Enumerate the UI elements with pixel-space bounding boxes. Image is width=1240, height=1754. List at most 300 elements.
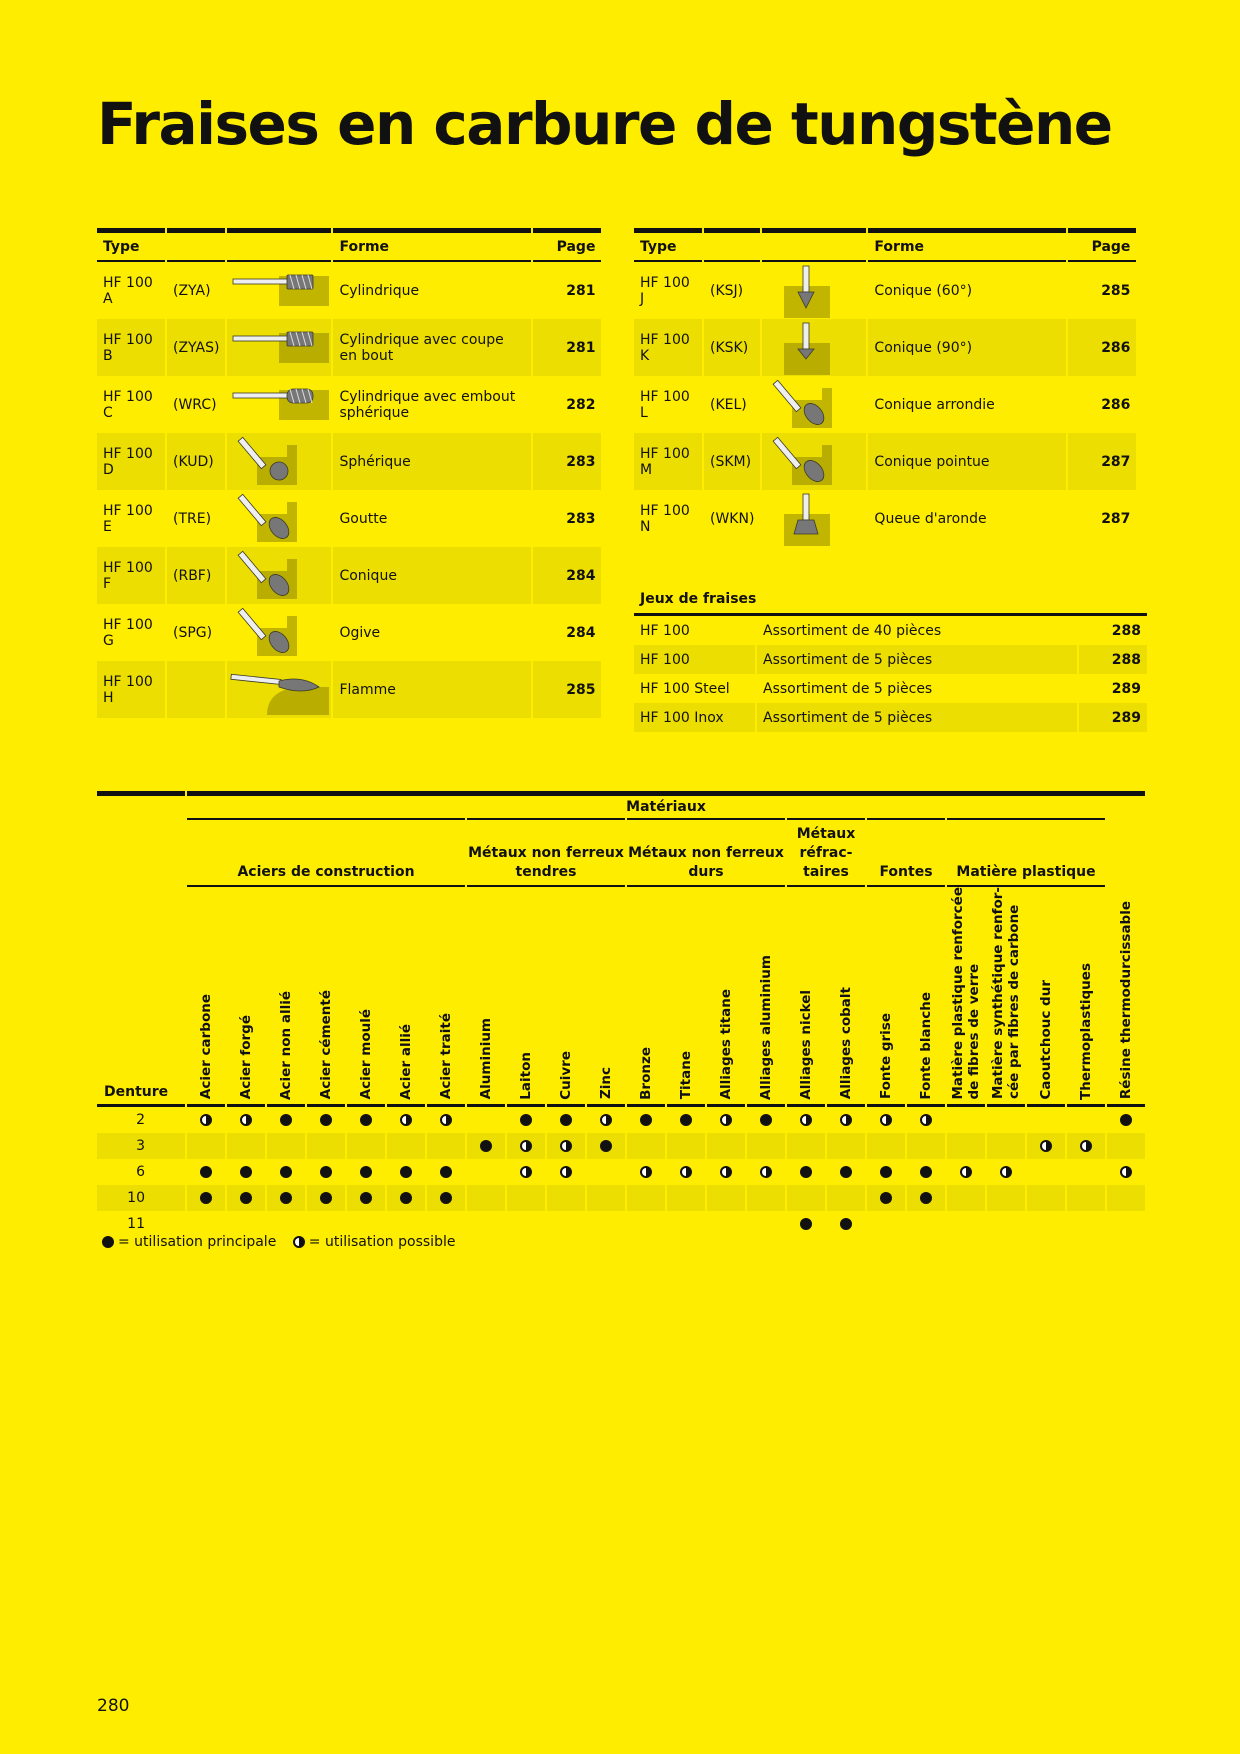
- table-row: [97, 319, 601, 376]
- set-description: Assortiment de 40 pièces: [763, 622, 942, 639]
- set-row: [634, 703, 1147, 732]
- usage-cell: [267, 1159, 305, 1185]
- usage-cell: [707, 1185, 745, 1211]
- full-dot-icon: [320, 1114, 332, 1126]
- pointed-cone-burr-icon: [762, 433, 866, 490]
- usage-cell: [907, 1107, 945, 1133]
- material-column-header: Acier forgé: [227, 887, 265, 1107]
- usage-cell: [387, 1133, 425, 1159]
- full-dot-icon: [800, 1218, 812, 1230]
- usage-cell: [1027, 1211, 1065, 1237]
- type-code: HF 100 E: [103, 502, 153, 535]
- usage-cell: [507, 1159, 545, 1185]
- usage-cell: [987, 1159, 1025, 1185]
- material-column-header: Titane: [667, 887, 705, 1107]
- usage-cell: [387, 1107, 425, 1133]
- set-description: Assortiment de 5 pièces: [757, 703, 1077, 732]
- usage-cell: [1067, 1159, 1105, 1185]
- material-column-header: Zinc: [587, 887, 625, 1107]
- forme-label: Conique pointue: [868, 433, 1066, 490]
- usage-cell: [587, 1211, 625, 1237]
- type-abbr: (ZYAS): [167, 319, 225, 376]
- usage-cell: [827, 1107, 865, 1133]
- denture-value: 6: [136, 1163, 145, 1180]
- type-abbr: (RBF): [167, 547, 225, 604]
- usage-cell: [627, 1159, 665, 1185]
- usage-cell: [187, 1133, 225, 1159]
- legend: [102, 1234, 467, 1250]
- half-dot-icon: [1000, 1166, 1012, 1178]
- usage-cell: [907, 1159, 945, 1185]
- half-dot-icon: [840, 1114, 852, 1126]
- usage-cell: [187, 1107, 225, 1133]
- type-abbr: (WKN): [710, 510, 755, 527]
- usage-cell: [1027, 1185, 1065, 1211]
- denture-row: [97, 1211, 1145, 1237]
- half-dot-icon: [680, 1166, 692, 1178]
- dovetail-burr-icon: [762, 490, 866, 547]
- usage-cell: [507, 1133, 545, 1159]
- material-group-header: Matière plastique: [947, 818, 1105, 887]
- type-code: HF 100 C: [103, 388, 153, 421]
- usage-cell: [867, 1133, 905, 1159]
- usage-cell: [507, 1211, 545, 1237]
- col-header-page: Page: [1068, 228, 1136, 262]
- usage-cell: [387, 1185, 425, 1211]
- usage-cell: [987, 1133, 1025, 1159]
- half-dot-icon: [640, 1166, 652, 1178]
- cylindrical-end-cut-burr-icon: [227, 319, 331, 376]
- full-dot-icon: [360, 1166, 372, 1178]
- full-dot-icon: [400, 1166, 412, 1178]
- set-row: [634, 674, 1147, 703]
- page-ref: 283: [533, 433, 601, 490]
- usage-cell: [547, 1133, 585, 1159]
- material-column-header: Cuivre: [547, 887, 585, 1107]
- table-row: [634, 490, 1136, 547]
- forme-label: Conique arrondie: [874, 396, 995, 413]
- usage-cell: [1027, 1133, 1065, 1159]
- usage-cell: [347, 1133, 385, 1159]
- usage-cell: [1067, 1133, 1105, 1159]
- usage-cell: [347, 1159, 385, 1185]
- col-header-type: Type: [634, 228, 702, 262]
- type-code: HF 100 J: [640, 274, 690, 307]
- full-dot-icon: [680, 1114, 692, 1126]
- usage-cell: [427, 1133, 465, 1159]
- type-abbr: (KSJ): [710, 282, 744, 299]
- full-dot-icon: [200, 1192, 212, 1204]
- usage-cell: [587, 1133, 625, 1159]
- page-ref: 283: [566, 510, 596, 527]
- half-dot-icon: [293, 1236, 305, 1248]
- usage-cell: [467, 1159, 505, 1185]
- full-dot-icon: [480, 1140, 492, 1152]
- set-row: [634, 616, 1147, 645]
- page-ref: 282: [566, 396, 596, 413]
- material-column-header: Laiton: [507, 887, 545, 1107]
- usage-cell: [667, 1159, 705, 1185]
- usage-cell: [1067, 1107, 1105, 1133]
- full-dot-icon: [280, 1192, 292, 1204]
- full-dot-icon: [102, 1236, 114, 1248]
- table-row: [97, 661, 601, 718]
- material-group-header: Métaux non ferreux durs: [627, 818, 785, 887]
- type-code: HF 100 G: [103, 616, 153, 649]
- type-code: HF 100 A: [103, 274, 153, 307]
- usage-cell: [827, 1133, 865, 1159]
- table-row: [634, 319, 1136, 376]
- usage-cell: [1067, 1185, 1105, 1211]
- table-row: [634, 376, 1136, 433]
- material-group-header: Aciers de construction: [187, 818, 465, 887]
- usage-cell: [267, 1211, 305, 1237]
- material-column-header: Alliages nickel: [787, 887, 825, 1107]
- col-header-type: Type: [97, 228, 165, 262]
- usage-cell: [427, 1211, 465, 1237]
- material-column-header: Caoutchouc dur: [1027, 887, 1065, 1107]
- material-column-header: Acier cémenté: [307, 887, 345, 1107]
- table-row: [97, 262, 601, 319]
- material-column-header: Matière synthétique renfor- cée par fibres de carbone: [987, 887, 1025, 1107]
- set-description: Assortiment de 5 pièces: [757, 645, 1077, 674]
- usage-cell: [1067, 1211, 1105, 1237]
- usage-cell: [547, 1107, 585, 1133]
- type-abbr: (TRE): [173, 510, 212, 527]
- forme-label: Conique: [333, 547, 531, 604]
- material-column-header: Acier traité: [427, 887, 465, 1107]
- full-dot-icon: [600, 1140, 612, 1152]
- usage-cell: [347, 1107, 385, 1133]
- full-dot-icon: [880, 1166, 892, 1178]
- full-dot-icon: [520, 1114, 532, 1126]
- usage-cell: [387, 1211, 425, 1237]
- full-dot-icon: [920, 1166, 932, 1178]
- tree-burr-icon: [227, 547, 331, 604]
- material-column-header: Alliages aluminium: [747, 887, 785, 1107]
- usage-cell: [307, 1211, 345, 1237]
- usage-cell: [827, 1211, 865, 1237]
- half-dot-icon: [760, 1166, 772, 1178]
- usage-cell: [947, 1159, 985, 1185]
- half-dot-icon: [720, 1166, 732, 1178]
- denture-row: [97, 1185, 1145, 1211]
- usage-cell: [187, 1159, 225, 1185]
- page-ref: 288: [1111, 622, 1141, 639]
- denture-value: 10: [97, 1185, 185, 1211]
- materials-title: Matériaux: [187, 791, 1145, 818]
- denture-row: [97, 1107, 1145, 1133]
- usage-cell: [747, 1159, 785, 1185]
- half-dot-icon: [1040, 1140, 1052, 1152]
- denture-value: 3: [97, 1133, 185, 1159]
- usage-cell: [947, 1107, 985, 1133]
- usage-cell: [467, 1133, 505, 1159]
- forme-label: Ogive: [339, 624, 381, 641]
- page-ref: 284: [533, 547, 601, 604]
- denture-value: 11: [127, 1215, 145, 1232]
- col-header-page: Page: [533, 228, 601, 262]
- table-row: [97, 604, 601, 661]
- type-code: HF 100 F: [97, 547, 165, 604]
- usage-cell: [587, 1185, 625, 1211]
- usage-cell: [947, 1185, 985, 1211]
- usage-cell: [227, 1211, 265, 1237]
- half-dot-icon: [400, 1114, 412, 1126]
- material-column-header: Fonte grise: [867, 887, 905, 1107]
- type-abbr: (WRC): [173, 396, 217, 413]
- material-group-header: Fontes: [867, 818, 945, 887]
- forme-label: Goutte: [339, 510, 388, 527]
- page-title: Fraises en carbure de tungstène: [97, 90, 1112, 158]
- page-ref: 285: [533, 661, 601, 718]
- usage-cell: [467, 1185, 505, 1211]
- page-ref: 289: [1111, 680, 1141, 697]
- usage-cell: [307, 1159, 345, 1185]
- full-dot-icon: [560, 1114, 572, 1126]
- usage-cell: [667, 1211, 705, 1237]
- flame-burr-icon: [227, 661, 331, 718]
- full-dot-icon: [640, 1114, 652, 1126]
- usage-cell: [907, 1211, 945, 1237]
- usage-cell: [227, 1159, 265, 1185]
- usage-cell: [307, 1133, 345, 1159]
- usage-cell: [1027, 1107, 1065, 1133]
- type-abbr: (KEL): [710, 396, 747, 413]
- full-dot-icon: [320, 1166, 332, 1178]
- ball-burr-icon: [227, 433, 331, 490]
- full-dot-icon: [800, 1166, 812, 1178]
- pointed-tree-burr-icon: [227, 604, 331, 661]
- type-abbr: (KUD): [167, 433, 225, 490]
- half-dot-icon: [240, 1114, 252, 1126]
- set-name: HF 100 Steel: [640, 680, 730, 697]
- usage-cell: [1107, 1211, 1145, 1237]
- usage-cell: [787, 1185, 825, 1211]
- page-ref: 287: [1101, 510, 1131, 527]
- usage-cell: [507, 1185, 545, 1211]
- material-column-header: Acier moulé: [347, 887, 385, 1107]
- usage-cell: [667, 1133, 705, 1159]
- usage-cell: [267, 1133, 305, 1159]
- forme-label: Conique (60°): [874, 282, 973, 299]
- set-description: Assortiment de 5 pièces: [763, 680, 933, 697]
- material-column-header: Bronze: [627, 887, 665, 1107]
- usage-cell: [187, 1185, 225, 1211]
- forme-label: Cylindrique avec coupe en bout: [333, 319, 531, 376]
- sets-title: Jeux de fraises: [634, 585, 1147, 616]
- type-code: HF 100 M: [634, 433, 702, 490]
- half-dot-icon: [720, 1114, 732, 1126]
- burr-sets-table: [632, 585, 1149, 732]
- half-dot-icon: [920, 1114, 932, 1126]
- usage-cell: [347, 1211, 385, 1237]
- usage-cell: [227, 1185, 265, 1211]
- full-dot-icon: [240, 1166, 252, 1178]
- forme-label: Cylindrique: [339, 282, 420, 299]
- usage-cell: [427, 1159, 465, 1185]
- material-column-header: Matière plastique renforcée de fibres de verre: [947, 887, 985, 1107]
- usage-cell: [787, 1107, 825, 1133]
- usage-cell: [787, 1159, 825, 1185]
- full-dot-icon: [400, 1192, 412, 1204]
- table-row: [97, 433, 601, 490]
- half-dot-icon: [1080, 1140, 1092, 1152]
- usage-cell: [787, 1133, 825, 1159]
- usage-cell: [307, 1107, 345, 1133]
- usage-cell: [827, 1185, 865, 1211]
- usage-cell: [627, 1211, 665, 1237]
- burr-types-table-left: [95, 228, 603, 718]
- usage-cell: [627, 1133, 665, 1159]
- usage-cell: [627, 1107, 665, 1133]
- usage-cell: [987, 1107, 1025, 1133]
- full-dot-icon: [880, 1192, 892, 1204]
- usage-cell: [667, 1185, 705, 1211]
- denture-row: [97, 1133, 1145, 1159]
- denture-row: [97, 1159, 1145, 1185]
- full-dot-icon: [440, 1192, 452, 1204]
- usage-cell: [547, 1159, 585, 1185]
- usage-cell: [667, 1107, 705, 1133]
- page-ref: 286: [1101, 396, 1131, 413]
- usage-cell: [867, 1211, 905, 1237]
- usage-cell: [787, 1211, 825, 1237]
- full-dot-icon: [360, 1114, 372, 1126]
- cylindrical-burr-icon: [227, 262, 331, 319]
- materials-matrix: [95, 791, 1147, 1237]
- page-ref: 286: [1068, 319, 1136, 376]
- usage-cell: [387, 1159, 425, 1185]
- usage-cell: [227, 1133, 265, 1159]
- full-dot-icon: [240, 1192, 252, 1204]
- usage-cell: [1107, 1185, 1145, 1211]
- table-row: [634, 262, 1136, 319]
- usage-cell: [347, 1185, 385, 1211]
- full-dot-icon: [360, 1192, 372, 1204]
- usage-cell: [1107, 1133, 1145, 1159]
- usage-cell: [907, 1133, 945, 1159]
- usage-cell: [1107, 1107, 1145, 1133]
- full-dot-icon: [280, 1114, 292, 1126]
- usage-cell: [987, 1211, 1025, 1237]
- set-row: [634, 645, 1147, 674]
- page-ref: 281: [533, 319, 601, 376]
- usage-cell: [747, 1185, 785, 1211]
- usage-cell: [307, 1185, 345, 1211]
- set-name: HF 100 Inox: [634, 703, 755, 732]
- type-abbr: (ZYA): [173, 282, 211, 299]
- full-dot-icon: [840, 1166, 852, 1178]
- material-group-header: Métaux non ferreux tendres: [467, 818, 625, 887]
- denture-value: 2: [136, 1111, 145, 1128]
- usage-cell: [427, 1185, 465, 1211]
- usage-cell: [187, 1211, 225, 1237]
- full-dot-icon: [280, 1166, 292, 1178]
- table-row: [97, 376, 601, 433]
- material-column-header: Alliages cobalt: [827, 887, 865, 1107]
- type-code: HF 100 D: [97, 433, 165, 490]
- usage-cell: [467, 1211, 505, 1237]
- material-column-header: Thermoplastiques: [1067, 887, 1105, 1107]
- full-dot-icon: [1120, 1114, 1132, 1126]
- denture-header: Denture: [97, 887, 185, 1107]
- half-dot-icon: [800, 1114, 812, 1126]
- half-dot-icon: [960, 1166, 972, 1178]
- usage-cell: [947, 1133, 985, 1159]
- page-ref: 284: [566, 624, 596, 641]
- type-code: HF 100 B: [97, 319, 165, 376]
- usage-cell: [627, 1185, 665, 1211]
- material-column-header: Fonte blanche: [907, 887, 945, 1107]
- forme-label: Flamme: [333, 661, 531, 718]
- forme-label: Cylindrique avec embout sphérique: [339, 388, 516, 421]
- half-dot-icon: [880, 1114, 892, 1126]
- full-dot-icon: [200, 1166, 212, 1178]
- type-code: HF 100 L: [640, 388, 690, 421]
- usage-cell: [427, 1107, 465, 1133]
- usage-cell: [1107, 1159, 1145, 1185]
- usage-cell: [707, 1211, 745, 1237]
- usage-cell: [867, 1159, 905, 1185]
- full-dot-icon: [320, 1192, 332, 1204]
- col-header-forme: Forme: [333, 228, 531, 262]
- type-abbr: (KSK): [704, 319, 760, 376]
- usage-cell: [507, 1107, 545, 1133]
- forme-label: Queue d'aronde: [874, 510, 987, 527]
- half-dot-icon: [200, 1114, 212, 1126]
- half-dot-icon: [600, 1114, 612, 1126]
- page-ref: 289: [1079, 703, 1147, 732]
- page-ref: 285: [1101, 282, 1131, 299]
- set-name: HF 100: [640, 622, 690, 639]
- set-name: HF 100: [634, 645, 755, 674]
- oval-burr-icon: [227, 490, 331, 547]
- type-code: HF 100 H: [97, 661, 165, 718]
- type-code: HF 100 K: [634, 319, 702, 376]
- col-header-forme: Forme: [868, 228, 1066, 262]
- usage-cell: [867, 1185, 905, 1211]
- usage-cell: [1027, 1159, 1065, 1185]
- usage-cell: [707, 1133, 745, 1159]
- ball-nose-cylindrical-burr-icon: [227, 376, 331, 433]
- full-dot-icon: [440, 1166, 452, 1178]
- half-dot-icon: [560, 1166, 572, 1178]
- cone-60-burr-icon: [762, 262, 866, 319]
- half-dot-icon: [520, 1140, 532, 1152]
- material-column-header: Résine thermodurcissable: [1107, 887, 1145, 1107]
- round-cone-burr-icon: [762, 376, 866, 433]
- usage-cell: [867, 1107, 905, 1133]
- half-dot-icon: [520, 1166, 532, 1178]
- table-row: [97, 547, 601, 604]
- forme-label: Conique (90°): [868, 319, 1066, 376]
- page-number: 280: [97, 1696, 130, 1716]
- cone-90-burr-icon: [762, 319, 866, 376]
- usage-cell: [707, 1159, 745, 1185]
- legend-possible: = utilisation possible: [293, 1234, 456, 1250]
- type-abbr: (SKM): [704, 433, 760, 490]
- type-abbr: (SPG): [173, 624, 213, 641]
- material-group-header: Métaux réfrac- taires: [787, 818, 865, 887]
- full-dot-icon: [840, 1218, 852, 1230]
- usage-cell: [267, 1107, 305, 1133]
- usage-cell: [827, 1159, 865, 1185]
- usage-cell: [547, 1211, 585, 1237]
- usage-cell: [587, 1107, 625, 1133]
- usage-cell: [747, 1107, 785, 1133]
- table-row: [97, 490, 601, 547]
